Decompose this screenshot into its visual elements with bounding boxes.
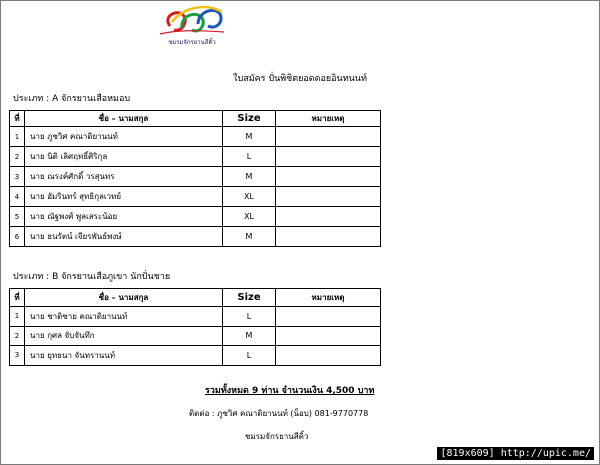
row-number: 6 <box>10 227 25 247</box>
shirt-size: XL <box>223 187 276 207</box>
club-logo <box>152 4 232 46</box>
table-row <box>10 227 381 247</box>
document-title: ใบสมัคร ปั่นพิชิตยอดดอยอินทนนท์ <box>233 74 367 84</box>
row-number: 3 <box>10 346 25 366</box>
table-row <box>10 326 381 346</box>
remark <box>276 147 381 167</box>
row-number: 2 <box>10 147 25 167</box>
row-number: 1 <box>10 307 25 327</box>
shirt-size: M <box>223 227 276 247</box>
column-header-size: Size <box>223 111 276 127</box>
column-header-name: ชื่อ – นามสกุล <box>25 289 223 307</box>
shirt-size: XL <box>223 207 276 227</box>
row-number: 4 <box>10 187 25 207</box>
section-a-label: ประเภท : A จักรยานเสือหมอบ <box>13 94 131 104</box>
participant-name: นาย ณรงค์ศักดิ์ วรสุนทร <box>25 167 223 187</box>
registration-table-b <box>9 288 381 366</box>
column-header-note: หมายเหตุ <box>276 289 381 307</box>
column-header-no: ที่ <box>10 111 25 127</box>
remark <box>276 167 381 187</box>
remark <box>276 346 381 366</box>
registration-table-a <box>9 110 381 247</box>
shirt-size: L <box>223 346 276 366</box>
participant-name: นาย ธนรัตน์ เจียรพันธ์พงษ์ <box>25 227 223 247</box>
row-number: 1 <box>10 127 25 147</box>
row-number: 5 <box>10 207 25 227</box>
shirt-size: L <box>223 147 276 167</box>
table-row <box>10 307 381 327</box>
remark <box>276 307 381 327</box>
remark <box>276 227 381 247</box>
row-number: 3 <box>10 167 25 187</box>
participant-name: นาย ภูชวิศ คณาดิยานนท์ <box>25 127 223 147</box>
table-row <box>10 207 381 227</box>
column-header-name: ชื่อ – นามสกุล <box>25 111 223 127</box>
participant-name: นาย ชาติชาย คณาดิยานนท์ <box>25 307 223 327</box>
image-host-watermark: [819x609] http://upic.me/ <box>437 447 594 460</box>
section-b-label: ประเภท : B จักรยานเสือภูเขา นักปั่นชาย <box>13 272 171 282</box>
remark <box>276 187 381 207</box>
shirt-size: M <box>223 127 276 147</box>
total-summary: รวมทั้งหมด 9 ท่าน จำนวนเงิน 4,500 บาท <box>205 386 375 396</box>
shirt-size: M <box>223 326 276 346</box>
row-number: 2 <box>10 326 25 346</box>
remark <box>276 127 381 147</box>
contact-info: ติดต่อ : ภูชวิศ คณาดิยานนท์ (น็อบ) 081-9770778 <box>189 409 369 418</box>
logo-caption: ชมรมจักรยานสีคิ้ว <box>168 39 216 46</box>
participant-name: นาย ยุทธนา จันทรานนท์ <box>25 346 223 366</box>
table-row <box>10 167 381 187</box>
column-header-note: หมายเหตุ <box>276 111 381 127</box>
participant-name: นาย นิติ เลิศฤทธิ์ศิริกุล <box>25 147 223 167</box>
table-row <box>10 187 381 207</box>
column-header-no: ที่ <box>10 289 25 307</box>
shirt-size: M <box>223 167 276 187</box>
remark <box>276 207 381 227</box>
remark <box>276 326 381 346</box>
table-row <box>10 147 381 167</box>
club-logo-icon <box>152 4 232 46</box>
column-header-size: Size <box>223 289 276 307</box>
participant-name: นาย ณัฐพงศ์ พูลเสระน้อย <box>25 207 223 227</box>
table-row <box>10 127 381 147</box>
club-signature: ชมรมจักรยานสีคิ้ว <box>245 432 309 441</box>
participant-name: นาย อัมรินทร์ สุทธิกุลเวทย์ <box>25 187 223 207</box>
table-row <box>10 346 381 366</box>
shirt-size: L <box>223 307 276 327</box>
participant-name: นาย กุศล จับจันทึก <box>25 326 223 346</box>
